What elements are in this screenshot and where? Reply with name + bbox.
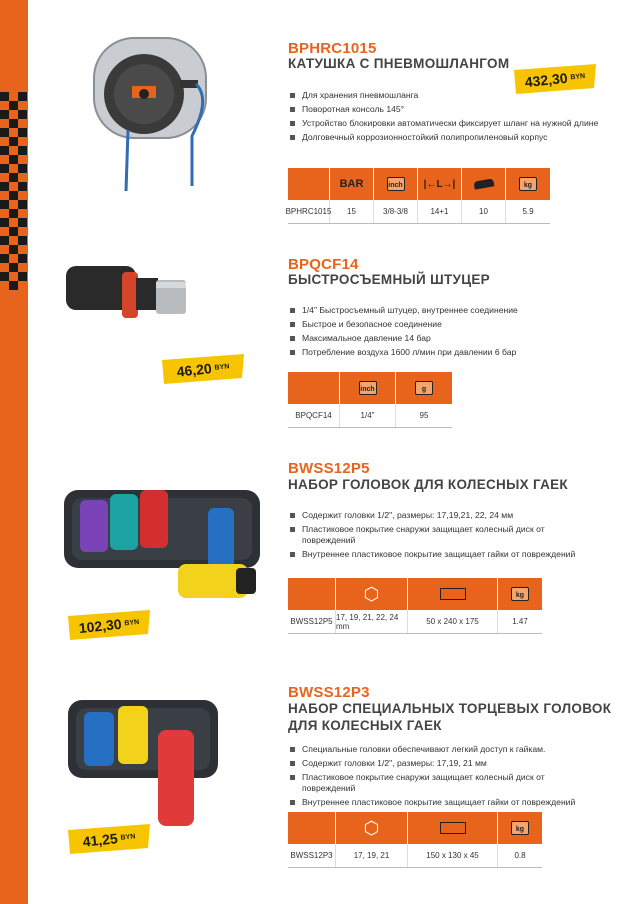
feature-item: Пластиковое покрытие снаружи защищает колесный диск от повреждений (290, 524, 600, 546)
spec-table (288, 812, 542, 868)
feature-list (290, 744, 600, 811)
spec-cell: 1.47 (512, 617, 528, 626)
spec-cell: 10 (462, 200, 506, 223)
feature-item: Внутреннее пластиковое покрытие защищает гайки от повреждений (290, 549, 600, 560)
spec-cell: 17, 19, 21 (336, 844, 408, 867)
price-value: 41,25 (81, 830, 119, 850)
box-dimensions-icon (440, 588, 466, 600)
feature-list (290, 90, 600, 146)
feature-list (290, 305, 600, 361)
product-name: НАБОР ГОЛОВОК ДЛЯ КОЛЕСНЫХ ГАЕК (288, 477, 568, 492)
currency: BYN (214, 362, 230, 372)
hose-reel-image (88, 36, 218, 196)
spec-cell: 95 (419, 411, 429, 420)
feature-item: Поворотная консоль 145° (290, 104, 600, 115)
price-tag (160, 352, 246, 386)
spec-cell: 5.9 (522, 207, 534, 216)
spec-cell: BWSS12P5 (288, 610, 336, 633)
spec-cell: 3/8-3/8 (374, 200, 418, 223)
feature-item: Внутреннее пластиковое покрытие защищает гайки от повреждений (290, 797, 600, 808)
price-tag (66, 822, 152, 856)
weight-kg-icon: kg (511, 587, 529, 601)
spec-table (288, 578, 542, 634)
spec-cell: BWSS12P3 (288, 844, 336, 867)
feature-item: Устройство блокировки автоматически фиксирует шланг на нужной длине (290, 118, 600, 129)
inch-icon: inch (359, 381, 377, 395)
weight-g-icon: g (415, 381, 433, 395)
price-value: 102,30 (78, 615, 123, 637)
hose-icon (473, 178, 494, 189)
quick-coupler-image (62, 252, 192, 332)
box-dimensions-icon (440, 822, 466, 834)
product-code: BPHRC1015 (288, 40, 377, 57)
spec-cell: 150 x 130 x 45 (408, 844, 498, 867)
length-icon: |←L→| (423, 178, 456, 190)
product-name: НАБОР СПЕЦИАЛЬНЫХ ТОРЦЕВЫХ ГОЛОВОК ДЛЯ КОЛЕСНЫХ ГАЕК (288, 701, 612, 733)
weight-kg-icon: kg (511, 821, 529, 835)
weight-kg-icon: kg (519, 177, 537, 191)
hex-icon: ⬡ (363, 584, 380, 604)
spec-table (288, 372, 452, 428)
currency: BYN (124, 618, 140, 627)
currency: BYN (570, 72, 586, 81)
feature-item: Для хранения пневмошланга (290, 90, 600, 101)
feature-item: 1/4" Быстросъемный штуцер, внутреннее соединение (290, 305, 600, 316)
spec-cell: 15 (330, 200, 374, 223)
spec-cell: BPHRC1015 (288, 200, 330, 223)
feature-item: Быстрое и безопасное соединение (290, 319, 600, 330)
spec-cell: 1/4" (340, 404, 396, 427)
feature-item: Содержит головки 1/2", размеры: 17,19, 21 мм (290, 758, 600, 769)
price-value: 46,20 (175, 360, 213, 380)
product-code: BPQCF14 (288, 256, 359, 273)
product-code: BWSS12P3 (288, 684, 370, 701)
socket-set-5-image (58, 478, 268, 618)
feature-item: Пластиковое покрытие снаружи защищает колесный диск от повреждений (290, 772, 600, 794)
spec-cell: 0.8 (514, 851, 526, 860)
feature-list (290, 510, 600, 563)
price-tag (66, 608, 152, 642)
currency: BYN (120, 832, 136, 842)
feature-item: Специальные головки обеспечивают легкий доступ к гайкам. (290, 744, 600, 755)
feature-item: Потребление воздуха 1600 л/мин при давлении 6 бар (290, 347, 600, 358)
product-name: БЫСТРОСЪЕМНЫЙ ШТУЦЕР (288, 272, 490, 287)
inch-icon: inch (387, 177, 405, 191)
price-value: 432,30 (524, 69, 569, 91)
hex-icon: ⬡ (363, 818, 380, 838)
spec-table (285, 168, 550, 224)
socket-set-3-image (58, 690, 228, 830)
product-name: КАТУШКА С ПНЕВМОШЛАНГОМ (288, 56, 510, 71)
spec-cell: 17, 19, 21, 22, 24 mm (336, 610, 408, 633)
feature-item: Долговечный коррозионностойкий полипропиленовый корпус (290, 132, 600, 143)
product-code: BWSS12P5 (288, 460, 370, 477)
spec-cell: BPQCF14 (288, 404, 340, 427)
spec-cell: 50 x 240 x 175 (408, 610, 498, 633)
checkered-pattern (0, 92, 28, 292)
feature-item: Максимальное давление 14 бар (290, 333, 600, 344)
spec-cell: 14+1 (418, 200, 462, 223)
feature-item: Содержит головки 1/2", размеры: 17,19,21, 22, 24 мм (290, 510, 600, 521)
pressure-bar-label: BAR (339, 178, 364, 190)
